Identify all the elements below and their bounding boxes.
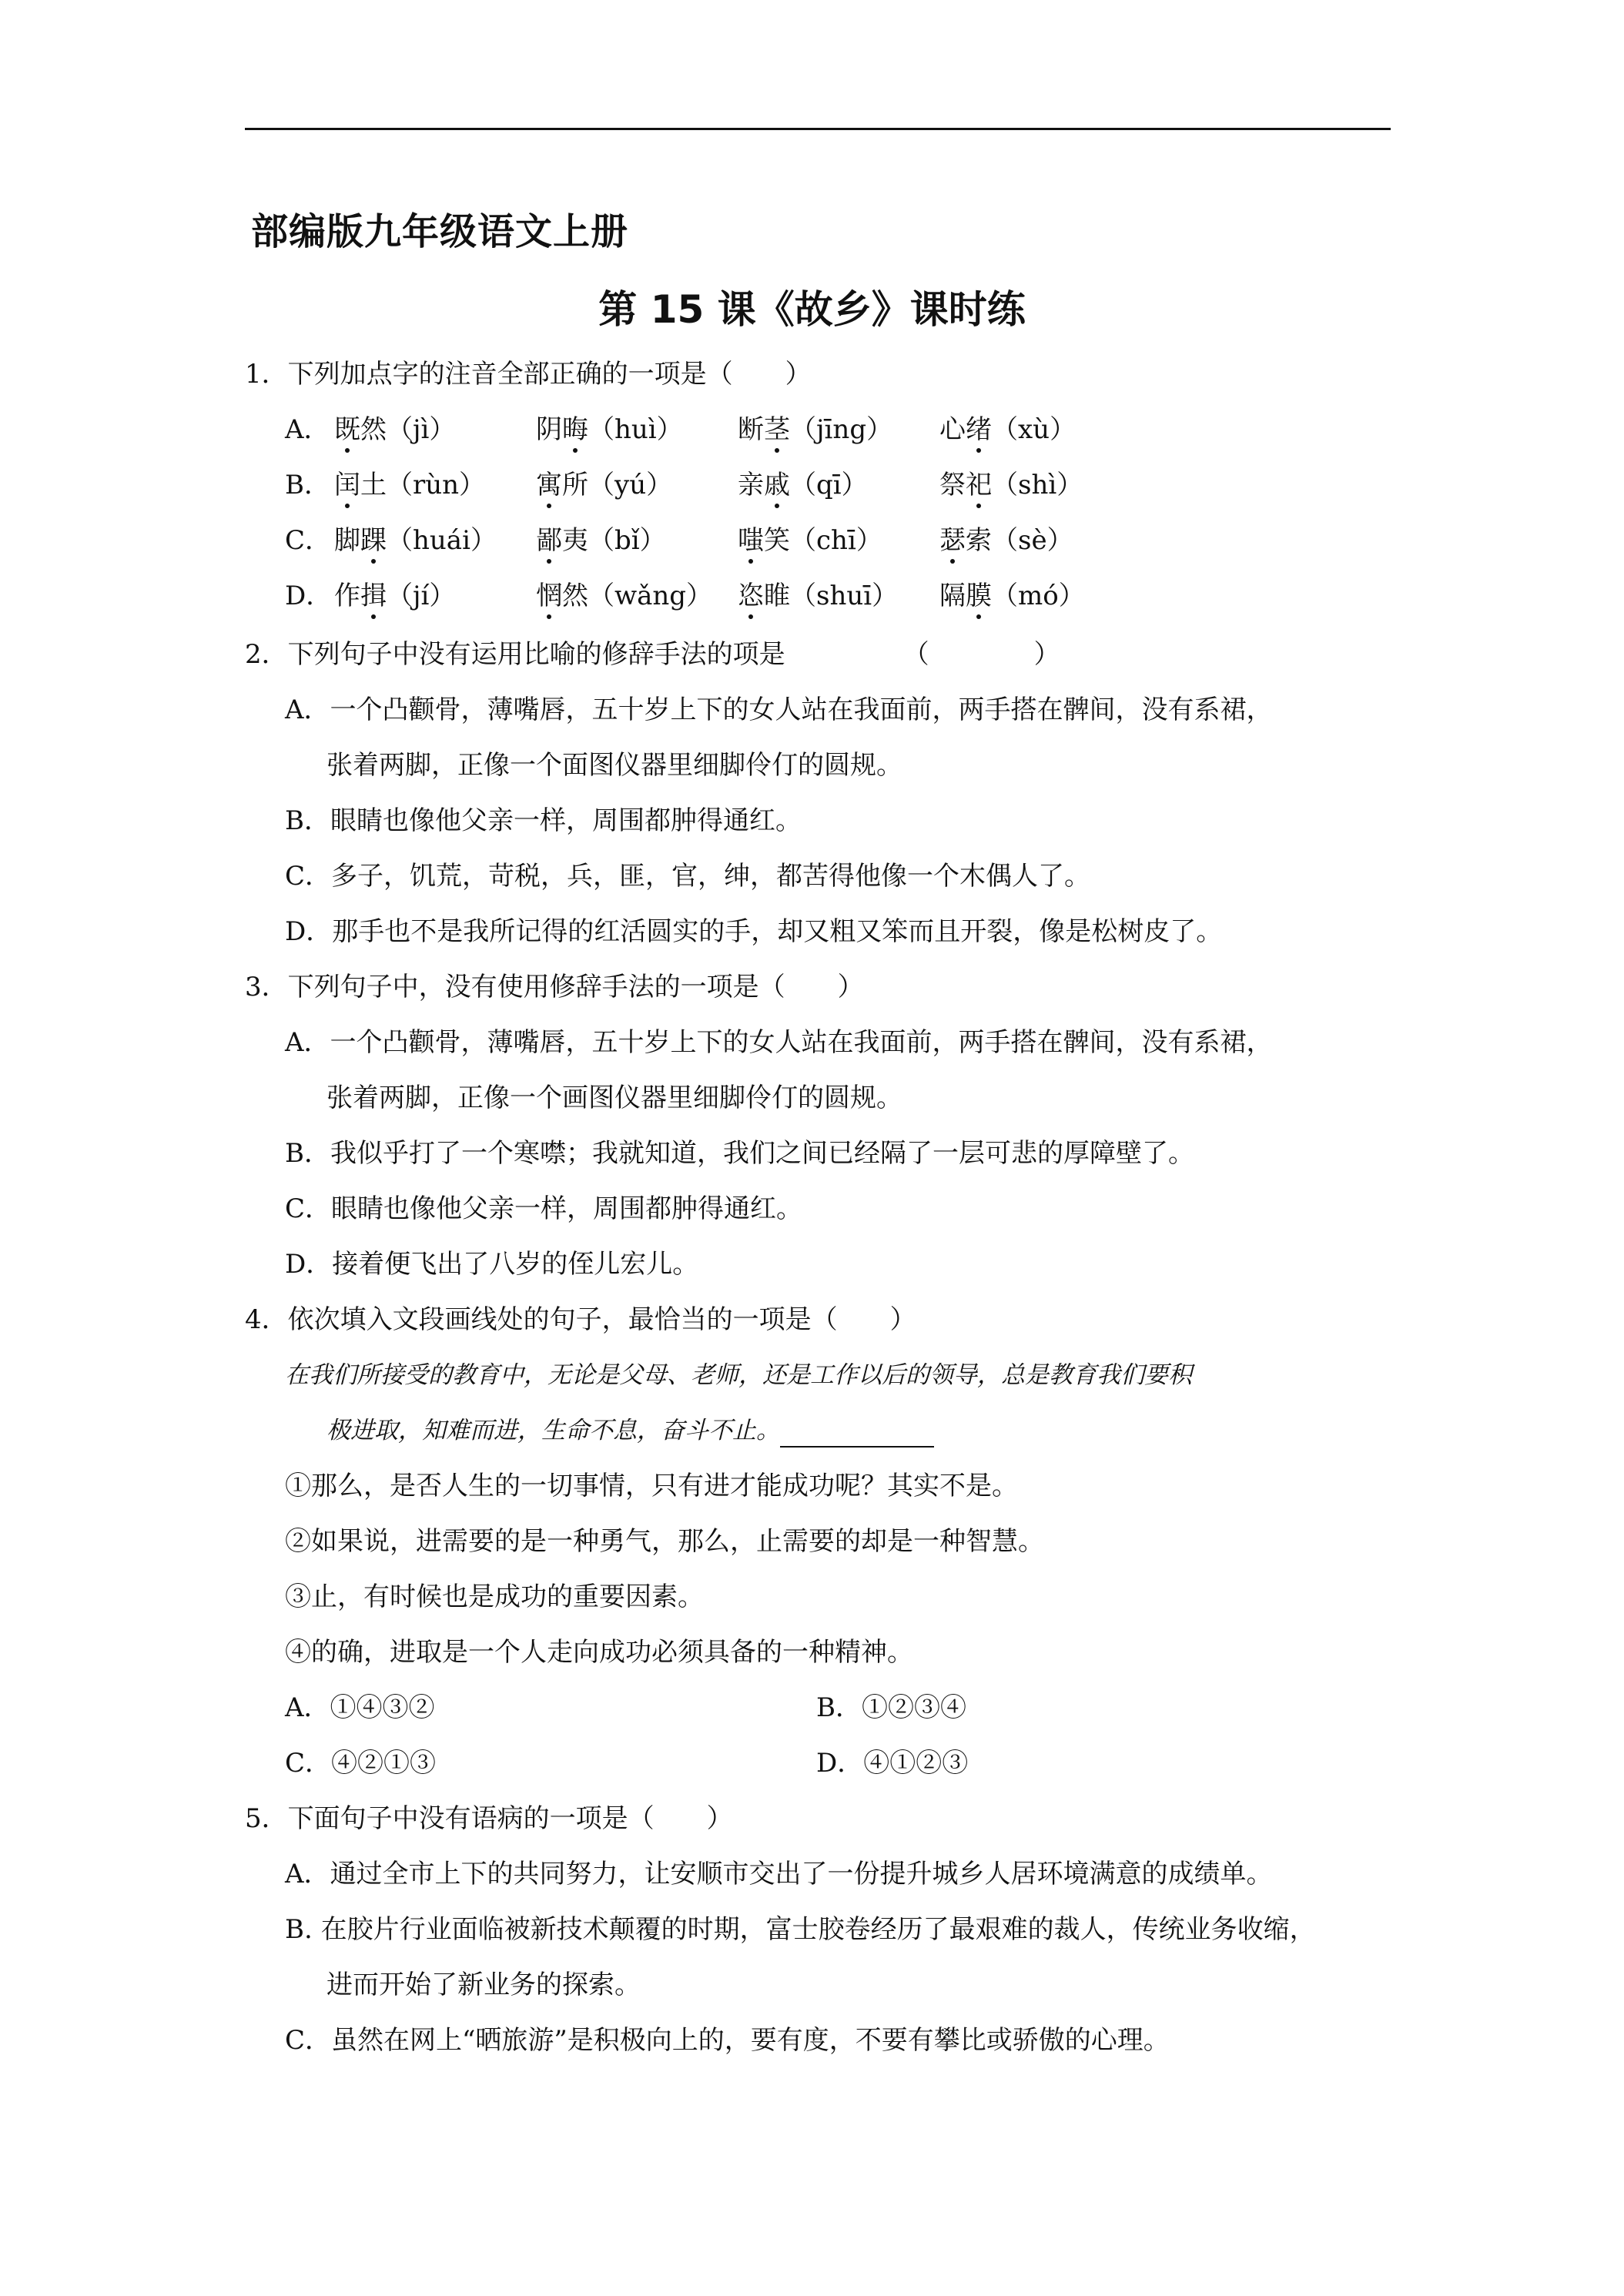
q1-option-item	[536, 468, 672, 502]
q1-option-item	[939, 468, 1083, 502]
q1-option-item	[738, 579, 898, 613]
item-suffix: （jí）	[387, 581, 456, 611]
q1-option-item	[536, 524, 666, 557]
item-suffix: 睢（shuī）	[764, 581, 899, 611]
q1-option-item	[939, 524, 1073, 557]
dotted-character: 鄙	[536, 525, 562, 556]
q1-option-item	[536, 579, 712, 613]
q1-option-label: C．	[285, 525, 332, 556]
dotted-character: 恣	[738, 581, 764, 611]
item-prefix: 阴	[536, 414, 562, 445]
q4-option-b: B．①②③④	[816, 1692, 966, 1723]
item-prefix: 心	[939, 414, 966, 445]
q4-sentence-1: ①那么，是否人生的一切事情，只有进才能成功呢？其实不是。	[285, 1471, 1018, 1501]
q4-option-a: A．①④③②	[285, 1692, 435, 1723]
q5-option-b-line2: 进而开始了新业务的探索。	[326, 1970, 641, 2000]
series-title: 部编版九年级语文上册	[251, 210, 629, 253]
q3-option-a-line2: 张着两脚，正像一个画图仪器里细脚伶仃的圆规。	[326, 1083, 902, 1113]
q4-option-c: C．④②①③	[285, 1748, 437, 1779]
item-suffix: （shì）	[992, 470, 1083, 500]
q1-stem: 1．下列加点字的注音全部正确的一项是（ ）	[245, 359, 812, 390]
q1-option-item	[536, 413, 683, 447]
item-suffix: （qī）	[790, 470, 868, 500]
q3-option-a-line1: A．一个凸颧骨，薄嘴唇，五十岁上下的女人站在我面前，两手搭在髀间，没有系裙，	[285, 1027, 1273, 1058]
dotted-character: 瑟	[939, 525, 966, 556]
q4-answer-blank	[780, 1420, 934, 1448]
q4-passage-line2	[326, 1414, 934, 1448]
item-suffix: （mó）	[992, 581, 1085, 611]
q4-sentence-2: ②如果说，进需要的是一种勇气，那么，止需要的却是一种智慧。	[285, 1526, 1044, 1557]
q1-option-item	[939, 579, 1085, 613]
q1-option-label: B．	[285, 470, 330, 500]
q1-option-item	[939, 413, 1076, 447]
q2-option-d: D．那手也不是我所记得的红活圆实的手，却又粗又笨而且开裂，像是松树皮了。	[285, 916, 1223, 947]
item-prefix: 作	[334, 581, 360, 611]
q1-option-item	[334, 579, 455, 613]
q1-option-label: D．	[285, 581, 333, 611]
q4-option-d: D．④①②③	[816, 1748, 969, 1779]
item-suffix: （jīng）	[790, 414, 893, 445]
item-suffix: （huái）	[387, 525, 497, 556]
dotted-character: 揖	[360, 581, 387, 611]
page-title: 第 15 课《故乡》课时练	[598, 287, 1026, 332]
q5-option-b-line1: B. 在胶片行业面临被新技术颠覆的时期，富士胶卷经历了最艰难的裁人，传统业务收缩，	[285, 1914, 1316, 1945]
dotted-character: 嗤	[738, 525, 764, 556]
q1-option-item	[334, 524, 497, 557]
header-rule	[245, 128, 1391, 130]
dotted-character: 既	[334, 414, 360, 445]
q4-passage-text: 极进取，知难而进，生命不息，奋斗不止。	[326, 1417, 780, 1444]
item-prefix: 脚	[334, 525, 360, 556]
q4-sentence-3: ③止，有时候也是成功的重要因素。	[285, 1581, 704, 1612]
dotted-character: 茎	[764, 414, 790, 445]
item-prefix: 祭	[939, 470, 966, 500]
item-suffix: （xù）	[992, 414, 1077, 445]
q5-option-c: C．虽然在网上“晒旅游”是积极向上的，要有度，不要有攀比或骄傲的心理。	[285, 2025, 1170, 2056]
dotted-character: 晦	[562, 414, 588, 445]
item-prefix: 亲	[738, 470, 764, 500]
item-suffix: 土（rùn）	[360, 470, 486, 500]
dotted-character: 祀	[966, 470, 992, 500]
q5-option-a: A．通过全市上下的共同努力，让安顺市交出了一份提升城乡人居环境满意的成绩单。	[285, 1859, 1273, 1889]
item-suffix: 然（wǎng）	[562, 581, 713, 611]
dotted-character: 踝	[360, 525, 387, 556]
q3-stem: 3．下列句子中，没有使用修辞手法的一项是（ ）	[245, 972, 864, 1002]
dotted-character: 寓	[536, 470, 562, 500]
dotted-character: 膜	[966, 581, 992, 611]
q1-option-item	[738, 413, 892, 447]
dotted-character: 惘	[536, 581, 562, 611]
q2-option-b: B．眼睛也像他父亲一样，周围都肿得通红。	[285, 805, 802, 836]
item-suffix: 然（jì）	[360, 414, 456, 445]
q2-option-c: C．多子，饥荒，苛税，兵，匪，官，绅，都苦得他像一个木偶人了。	[285, 861, 1091, 892]
q3-option-c: C．眼睛也像他父亲一样，周围都肿得通红。	[285, 1193, 803, 1224]
q2-option-a-line1: A．一个凸颧骨，薄嘴唇，五十岁上下的女人站在我面前，两手搭在髀间，没有系裙，	[285, 694, 1273, 725]
q1-option-item	[738, 524, 882, 557]
q2-stem: 2．下列句子中没有运用比喻的修辞手法的项是 （ ）	[245, 639, 1060, 670]
dotted-character: 闰	[334, 470, 360, 500]
q1-option-item	[738, 468, 868, 502]
q4-stem: 4．依次填入文段画线处的句子，最恰当的一项是（ ）	[245, 1304, 916, 1335]
item-suffix: 笑（chī）	[764, 525, 882, 556]
item-prefix: 断	[738, 414, 764, 445]
q4-passage-line1: 在我们所接受的教育中，无论是父母、老师，还是工作以后的领导，总是教育我们要积	[285, 1361, 1192, 1389]
q4-sentence-4: ④的确，进取是一个人走向成功必须具备的一种精神。	[285, 1637, 913, 1668]
q2-option-a-line2: 张着两脚，正像一个面图仪器里细脚伶仃的圆规。	[326, 750, 902, 781]
q1-option-item	[334, 468, 485, 502]
dotted-character: 戚	[764, 470, 790, 500]
item-suffix: 所（yú）	[562, 470, 673, 500]
q1-option-item	[334, 413, 455, 447]
item-suffix: 索（sè）	[966, 525, 1073, 556]
item-suffix: （huì）	[588, 414, 683, 445]
q3-option-d: D．接着便飞出了八岁的侄儿宏儿。	[285, 1249, 699, 1280]
q3-option-b: B．我似乎打了一个寒噤；我就知道，我们之间已经隔了一层可悲的厚障壁了。	[285, 1138, 1194, 1169]
item-prefix: 隔	[939, 581, 966, 611]
dotted-character: 绪	[966, 414, 992, 445]
q5-stem: 5．下面句子中没有语病的一项是（ ）	[245, 1803, 733, 1834]
item-suffix: 夷（bǐ）	[562, 525, 666, 556]
q1-option-label: A．	[285, 414, 330, 445]
